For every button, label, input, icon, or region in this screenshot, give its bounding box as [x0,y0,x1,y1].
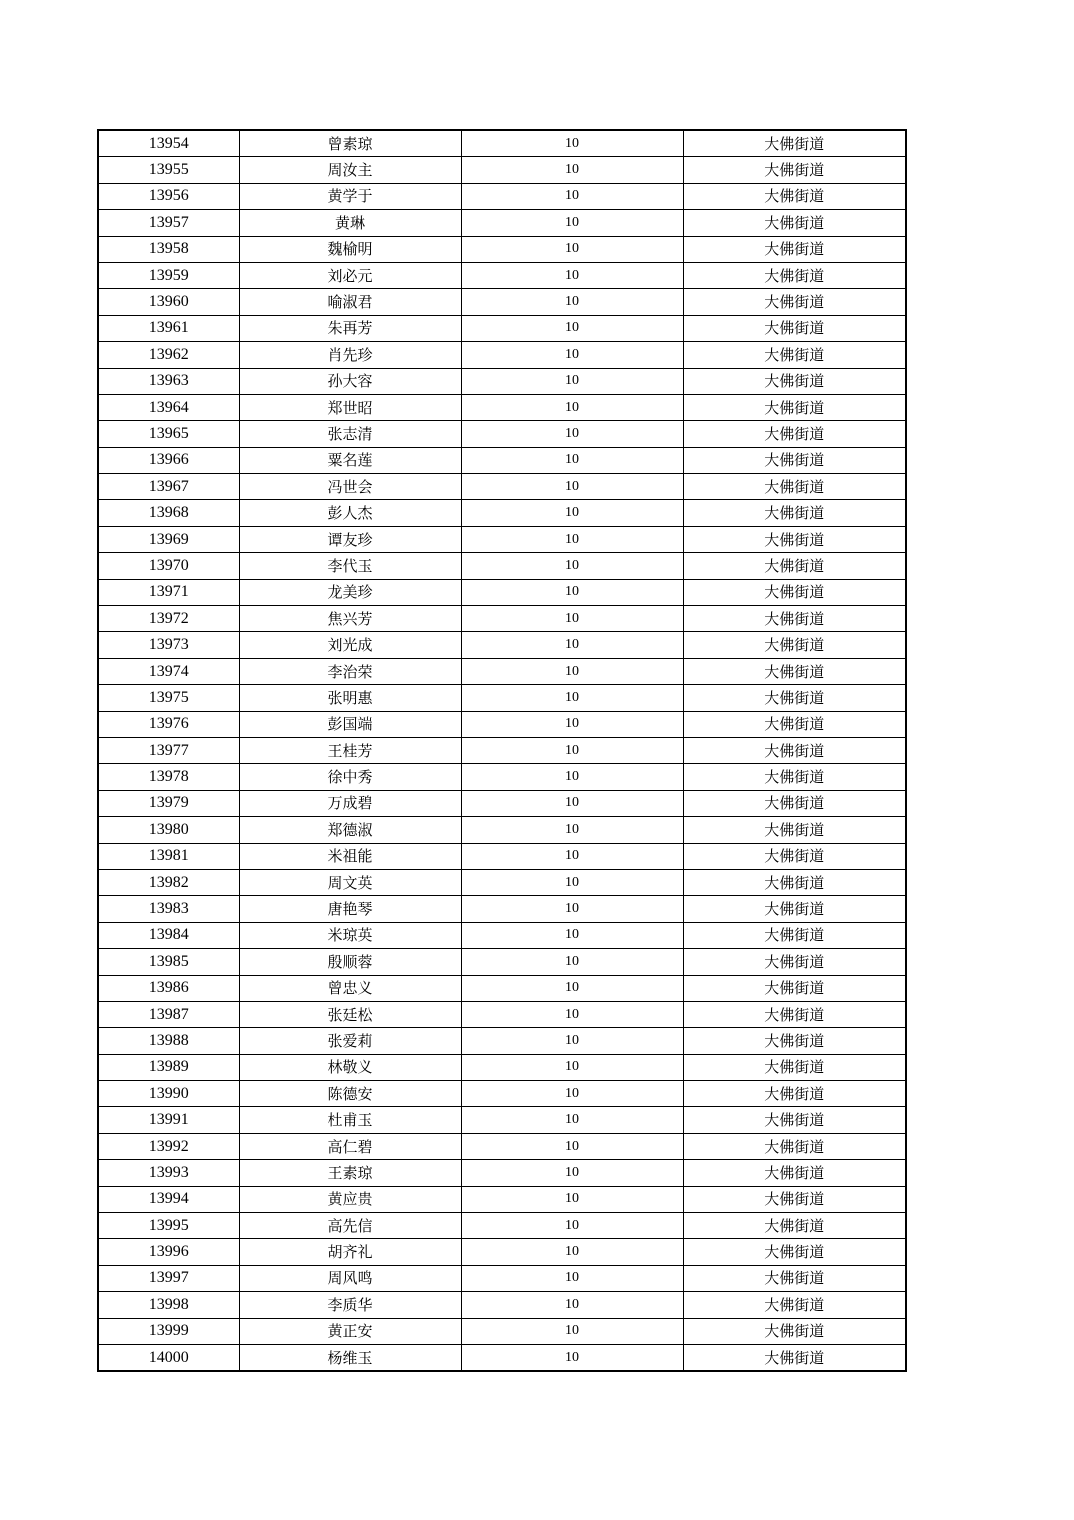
table-row [98,843,906,869]
name-cell: 高先信 [239,1213,461,1239]
area-cell: 大佛街道 [683,342,906,368]
row-number-cell: 13997 [98,1265,239,1291]
name-cell: 刘光成 [239,632,461,658]
table-row [98,262,906,288]
row-number-cell: 13960 [98,289,239,315]
table-row [98,606,906,632]
table-row [98,764,906,790]
amount-cell: 10 [461,711,683,737]
amount-cell: 10 [461,1028,683,1054]
table-row [98,1054,906,1080]
table-row [98,394,906,420]
row-number-cell: 13999 [98,1318,239,1344]
area-cell: 大佛街道 [683,922,906,948]
name-cell: 李治荣 [239,658,461,684]
row-number-cell: 13982 [98,869,239,895]
row-number-cell: 13970 [98,553,239,579]
area-cell: 大佛街道 [683,817,906,843]
table-row [98,1133,906,1159]
amount-cell: 10 [461,685,683,711]
name-cell: 刘必元 [239,262,461,288]
table-row [98,1292,906,1318]
amount-cell: 10 [461,1081,683,1107]
table-row [98,1160,906,1186]
area-cell: 大佛街道 [683,579,906,605]
table-row [98,526,906,552]
amount-cell: 10 [461,315,683,341]
area-cell: 大佛街道 [683,737,906,763]
row-number-cell: 13998 [98,1292,239,1318]
row-number-cell: 13994 [98,1186,239,1212]
table-row [98,1081,906,1107]
amount-cell: 10 [461,368,683,394]
amount-cell: 10 [461,737,683,763]
table-row [98,1001,906,1027]
name-cell: 张廷松 [239,1001,461,1027]
table-row [98,447,906,473]
name-cell: 曾素琼 [239,130,461,157]
roster-table [97,129,907,1372]
area-cell: 大佛街道 [683,289,906,315]
area-cell: 大佛街道 [683,711,906,737]
row-number-cell: 13962 [98,342,239,368]
row-number-cell: 13993 [98,1160,239,1186]
amount-cell: 10 [461,1186,683,1212]
roster-table-body [98,130,906,1371]
table-row [98,737,906,763]
table-row [98,553,906,579]
amount-cell: 10 [461,658,683,684]
name-cell: 魏榆明 [239,236,461,262]
amount-cell: 10 [461,922,683,948]
row-number-cell: 13965 [98,421,239,447]
row-number-cell: 13967 [98,474,239,500]
row-number-cell: 13971 [98,579,239,605]
area-cell: 大佛街道 [683,764,906,790]
row-number-cell: 13956 [98,183,239,209]
area-cell: 大佛街道 [683,1107,906,1133]
area-cell: 大佛街道 [683,183,906,209]
area-cell: 大佛街道 [683,368,906,394]
area-cell: 大佛街道 [683,1292,906,1318]
area-cell: 大佛街道 [683,500,906,526]
table-row [98,474,906,500]
row-number-cell: 13976 [98,711,239,737]
row-number-cell: 13978 [98,764,239,790]
table-row [98,922,906,948]
area-cell: 大佛街道 [683,1054,906,1080]
table-row [98,1265,906,1291]
name-cell: 黄正安 [239,1318,461,1344]
amount-cell: 10 [461,632,683,658]
row-number-cell: 13963 [98,368,239,394]
name-cell: 黄学于 [239,183,461,209]
area-cell: 大佛街道 [683,658,906,684]
name-cell: 郑世昭 [239,394,461,420]
row-number-cell: 13954 [98,130,239,157]
amount-cell: 10 [461,1239,683,1265]
name-cell: 黄琳 [239,210,461,236]
amount-cell: 10 [461,210,683,236]
amount-cell: 10 [461,764,683,790]
table-row [98,949,906,975]
table-row [98,817,906,843]
amount-cell: 10 [461,183,683,209]
table-row [98,975,906,1001]
area-cell: 大佛街道 [683,1265,906,1291]
table-row [98,183,906,209]
row-number-cell: 13981 [98,843,239,869]
name-cell: 张明惠 [239,685,461,711]
table-row [98,1318,906,1344]
row-number-cell: 13959 [98,262,239,288]
amount-cell: 10 [461,1160,683,1186]
amount-cell: 10 [461,1344,683,1371]
amount-cell: 10 [461,474,683,500]
row-number-cell: 13987 [98,1001,239,1027]
amount-cell: 10 [461,157,683,183]
name-cell: 郑德淑 [239,817,461,843]
area-cell: 大佛街道 [683,157,906,183]
row-number-cell: 13986 [98,975,239,1001]
name-cell: 胡齐礼 [239,1239,461,1265]
name-cell: 李质华 [239,1292,461,1318]
name-cell: 龙美珍 [239,579,461,605]
amount-cell: 10 [461,500,683,526]
row-number-cell: 14000 [98,1344,239,1371]
amount-cell: 10 [461,130,683,157]
name-cell: 肖先珍 [239,342,461,368]
row-number-cell: 13996 [98,1239,239,1265]
name-cell: 林敬义 [239,1054,461,1080]
area-cell: 大佛街道 [683,685,906,711]
amount-cell: 10 [461,1133,683,1159]
row-number-cell: 13968 [98,500,239,526]
name-cell: 孙大容 [239,368,461,394]
table-row [98,289,906,315]
amount-cell: 10 [461,1318,683,1344]
name-cell: 李代玉 [239,553,461,579]
table-row [98,632,906,658]
table-row [98,790,906,816]
name-cell: 唐艳琴 [239,896,461,922]
table-row [98,157,906,183]
name-cell: 杨维玉 [239,1344,461,1371]
name-cell: 陈德安 [239,1081,461,1107]
table-row [98,896,906,922]
row-number-cell: 13974 [98,658,239,684]
name-cell: 彭人杰 [239,500,461,526]
name-cell: 徐中秀 [239,764,461,790]
table-row [98,1186,906,1212]
area-cell: 大佛街道 [683,632,906,658]
area-cell: 大佛街道 [683,1318,906,1344]
amount-cell: 10 [461,790,683,816]
amount-cell: 10 [461,1107,683,1133]
row-number-cell: 13957 [98,210,239,236]
row-number-cell: 13983 [98,896,239,922]
area-cell: 大佛街道 [683,1001,906,1027]
row-number-cell: 13984 [98,922,239,948]
row-number-cell: 13992 [98,1133,239,1159]
amount-cell: 10 [461,236,683,262]
row-number-cell: 13975 [98,685,239,711]
area-cell: 大佛街道 [683,1081,906,1107]
area-cell: 大佛街道 [683,1160,906,1186]
name-cell: 周汝主 [239,157,461,183]
name-cell: 粟名莲 [239,447,461,473]
table-row [98,1213,906,1239]
table-row [98,1344,906,1371]
name-cell: 张志清 [239,421,461,447]
table-row [98,685,906,711]
area-cell: 大佛街道 [683,1028,906,1054]
name-cell: 焦兴芳 [239,606,461,632]
amount-cell: 10 [461,1292,683,1318]
area-cell: 大佛街道 [683,949,906,975]
row-number-cell: 13966 [98,447,239,473]
name-cell: 米琼英 [239,922,461,948]
name-cell: 王桂芳 [239,737,461,763]
table-row [98,210,906,236]
name-cell: 万成碧 [239,790,461,816]
area-cell: 大佛街道 [683,262,906,288]
amount-cell: 10 [461,342,683,368]
row-number-cell: 13964 [98,394,239,420]
table-row [98,315,906,341]
table-row [98,342,906,368]
row-number-cell: 13980 [98,817,239,843]
amount-cell: 10 [461,843,683,869]
name-cell: 周文英 [239,869,461,895]
area-cell: 大佛街道 [683,1186,906,1212]
table-row [98,130,906,157]
area-cell: 大佛街道 [683,553,906,579]
amount-cell: 10 [461,896,683,922]
area-cell: 大佛街道 [683,474,906,500]
area-cell: 大佛街道 [683,1133,906,1159]
table-row [98,579,906,605]
amount-cell: 10 [461,1265,683,1291]
table-row [98,1107,906,1133]
area-cell: 大佛街道 [683,526,906,552]
amount-cell: 10 [461,289,683,315]
name-cell: 喻淑君 [239,289,461,315]
area-cell: 大佛街道 [683,606,906,632]
name-cell: 殷顺蓉 [239,949,461,975]
table-row [98,869,906,895]
row-number-cell: 13991 [98,1107,239,1133]
row-number-cell: 13989 [98,1054,239,1080]
table-row [98,368,906,394]
row-number-cell: 13972 [98,606,239,632]
table-row [98,500,906,526]
amount-cell: 10 [461,1001,683,1027]
area-cell: 大佛街道 [683,1344,906,1371]
area-cell: 大佛街道 [683,790,906,816]
row-number-cell: 13969 [98,526,239,552]
area-cell: 大佛街道 [683,896,906,922]
name-cell: 周风鸣 [239,1265,461,1291]
table-row [98,421,906,447]
area-cell: 大佛街道 [683,869,906,895]
amount-cell: 10 [461,394,683,420]
table-row [98,658,906,684]
row-number-cell: 13995 [98,1213,239,1239]
amount-cell: 10 [461,526,683,552]
name-cell: 黄应贵 [239,1186,461,1212]
amount-cell: 10 [461,579,683,605]
amount-cell: 10 [461,606,683,632]
name-cell: 高仁碧 [239,1133,461,1159]
name-cell: 杜甫玉 [239,1107,461,1133]
amount-cell: 10 [461,949,683,975]
name-cell: 谭友珍 [239,526,461,552]
amount-cell: 10 [461,975,683,1001]
amount-cell: 10 [461,869,683,895]
name-cell: 彭国端 [239,711,461,737]
area-cell: 大佛街道 [683,1213,906,1239]
row-number-cell: 13961 [98,315,239,341]
name-cell: 张爱莉 [239,1028,461,1054]
name-cell: 米祖能 [239,843,461,869]
table-row [98,1028,906,1054]
name-cell: 曾忠义 [239,975,461,1001]
amount-cell: 10 [461,817,683,843]
area-cell: 大佛街道 [683,1239,906,1265]
name-cell: 朱再芳 [239,315,461,341]
row-number-cell: 13979 [98,790,239,816]
row-number-cell: 13977 [98,737,239,763]
table-row [98,1239,906,1265]
area-cell: 大佛街道 [683,394,906,420]
name-cell: 冯世会 [239,474,461,500]
area-cell: 大佛街道 [683,421,906,447]
area-cell: 大佛街道 [683,236,906,262]
amount-cell: 10 [461,1213,683,1239]
row-number-cell: 13973 [98,632,239,658]
area-cell: 大佛街道 [683,130,906,157]
amount-cell: 10 [461,1054,683,1080]
amount-cell: 10 [461,553,683,579]
row-number-cell: 13958 [98,236,239,262]
name-cell: 王素琼 [239,1160,461,1186]
area-cell: 大佛街道 [683,447,906,473]
table-row [98,711,906,737]
area-cell: 大佛街道 [683,843,906,869]
table-row [98,236,906,262]
area-cell: 大佛街道 [683,315,906,341]
row-number-cell: 13985 [98,949,239,975]
amount-cell: 10 [461,421,683,447]
row-number-cell: 13990 [98,1081,239,1107]
row-number-cell: 13988 [98,1028,239,1054]
amount-cell: 10 [461,262,683,288]
area-cell: 大佛街道 [683,210,906,236]
area-cell: 大佛街道 [683,975,906,1001]
amount-cell: 10 [461,447,683,473]
row-number-cell: 13955 [98,157,239,183]
